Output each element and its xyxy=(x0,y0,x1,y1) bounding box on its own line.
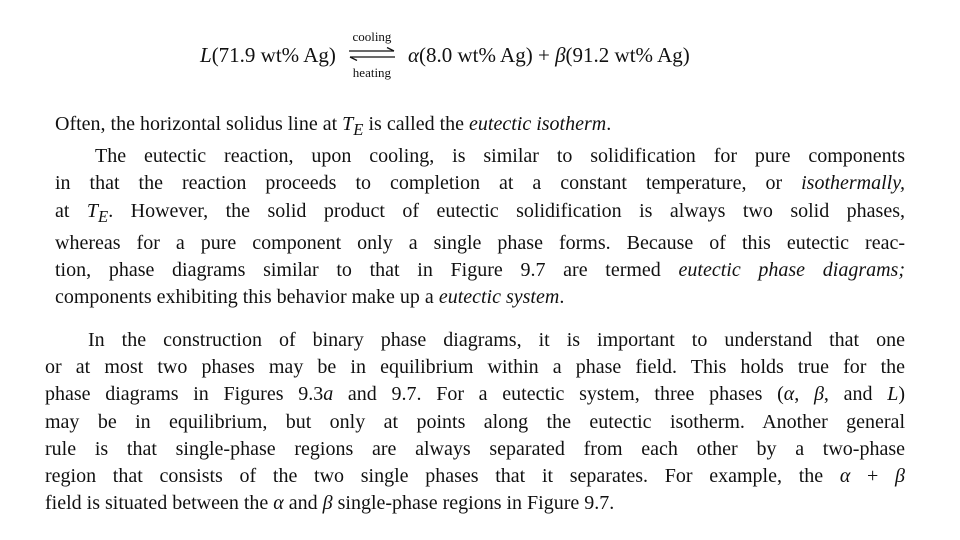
cooling-label: cooling xyxy=(352,29,392,44)
alpha-symbol: α xyxy=(783,383,795,406)
paragraph-line xyxy=(45,381,905,408)
text-run: tion, phase diagrams similar to that in Figure 9.7 are termed xyxy=(55,259,679,282)
alpha-symbol: α xyxy=(839,465,851,488)
eutectic-reaction-equation xyxy=(200,30,690,80)
alpha-composition: (8.0 wt% Ag) + xyxy=(418,42,556,67)
emphasized-term: eutectic phase diagrams; xyxy=(678,259,905,282)
paragraph-line xyxy=(55,198,905,230)
text-run: may be in equilibrium, but only at points along the eutectic isotherm. Another general xyxy=(45,410,905,433)
liquid-composition: (71.9 wt% Ag) xyxy=(211,42,336,67)
text-run: single-phase regions in Figure 9.7. xyxy=(332,492,615,515)
beta-composition: (91.2 wt% Ag) xyxy=(565,42,690,67)
text-run: Often, the horizontal solidus line at xyxy=(55,113,343,135)
text-run: The eutectic reaction, upon cooling, is similar to solidification for pure components xyxy=(95,145,905,168)
reversible-reaction-arrows xyxy=(342,30,402,80)
beta-symbol: β xyxy=(322,492,333,515)
text-run: and 9.7. For a eutectic system, three phases ( xyxy=(333,383,784,406)
paragraph-line xyxy=(45,409,905,436)
paragraph-line xyxy=(55,143,905,170)
subscript: E xyxy=(353,120,364,139)
liquid-symbol: L xyxy=(200,42,212,67)
alpha-symbol: α xyxy=(407,42,419,67)
text-run: is called the xyxy=(363,113,470,135)
liquid-symbol: L xyxy=(887,383,899,406)
text-run: ) xyxy=(898,383,905,406)
heating-label: heating xyxy=(352,65,392,80)
beta-symbol: β xyxy=(895,465,906,488)
paragraph-line xyxy=(45,436,905,463)
paragraph-line xyxy=(45,327,905,354)
text-run: and xyxy=(283,492,323,515)
paragraph-binary-phase-diagrams xyxy=(45,327,905,517)
paragraph-eutectic-isotherm xyxy=(55,111,905,311)
text-run: . xyxy=(606,113,612,135)
double-arrow-icon xyxy=(348,47,396,61)
eutectic-temperature-symbol xyxy=(86,199,109,226)
beta-symbol: β xyxy=(555,42,566,67)
alpha-symbol: α xyxy=(273,492,284,515)
text-run: region that consists of the two single phases that it separates. For example, the xyxy=(45,465,840,488)
text-run: , xyxy=(794,383,814,406)
text-run: . However, the solid product of eutectic solidification is always two solid phases, xyxy=(108,199,905,222)
paragraph-line xyxy=(45,490,905,517)
paragraph-line xyxy=(55,170,905,197)
text-run: field is situated between the xyxy=(45,492,274,515)
text-run: components exhibiting this behavior make up a xyxy=(55,286,439,309)
equation-right-side xyxy=(408,43,690,68)
paragraph-line xyxy=(55,230,905,257)
equation-left-side xyxy=(200,43,336,68)
text-run: In the construction of binary phase diagrams, it is important to understand that one xyxy=(88,329,905,351)
text-run: or at most two phases may be in equilibrium within a phase field. This holds true for the xyxy=(45,356,905,379)
text-run: in that the reaction proceeds to completion at a constant temperature, or xyxy=(55,172,802,195)
paragraph-line xyxy=(45,463,905,490)
text-run: at xyxy=(55,199,87,222)
text-run: , and xyxy=(823,383,888,406)
text-run: + xyxy=(850,465,896,488)
eutectic-temperature-symbol xyxy=(342,113,364,139)
text-run: whereas for a pure component only a single phase forms. Because of this eutectic reac- xyxy=(55,231,905,254)
beta-symbol: β xyxy=(813,383,824,406)
paragraph-line xyxy=(55,111,905,143)
text-run: . xyxy=(559,286,565,309)
text-run: T xyxy=(86,199,99,222)
subscript: E xyxy=(98,206,109,226)
paragraph-line xyxy=(45,354,905,381)
emphasized-term: isothermally, xyxy=(801,172,905,195)
paragraph-line xyxy=(55,257,905,284)
text-run: rule is that single-phase regions are always separated from each other by a two-phase xyxy=(45,437,905,460)
text-run: T xyxy=(342,113,354,135)
emphasized-term: eutectic system xyxy=(438,286,560,309)
text-run: phase diagrams in Figures 9.3 xyxy=(45,383,324,406)
figure-part-label: a xyxy=(323,383,334,406)
emphasized-term: eutectic isotherm xyxy=(469,113,607,135)
paragraph-line xyxy=(55,284,905,311)
